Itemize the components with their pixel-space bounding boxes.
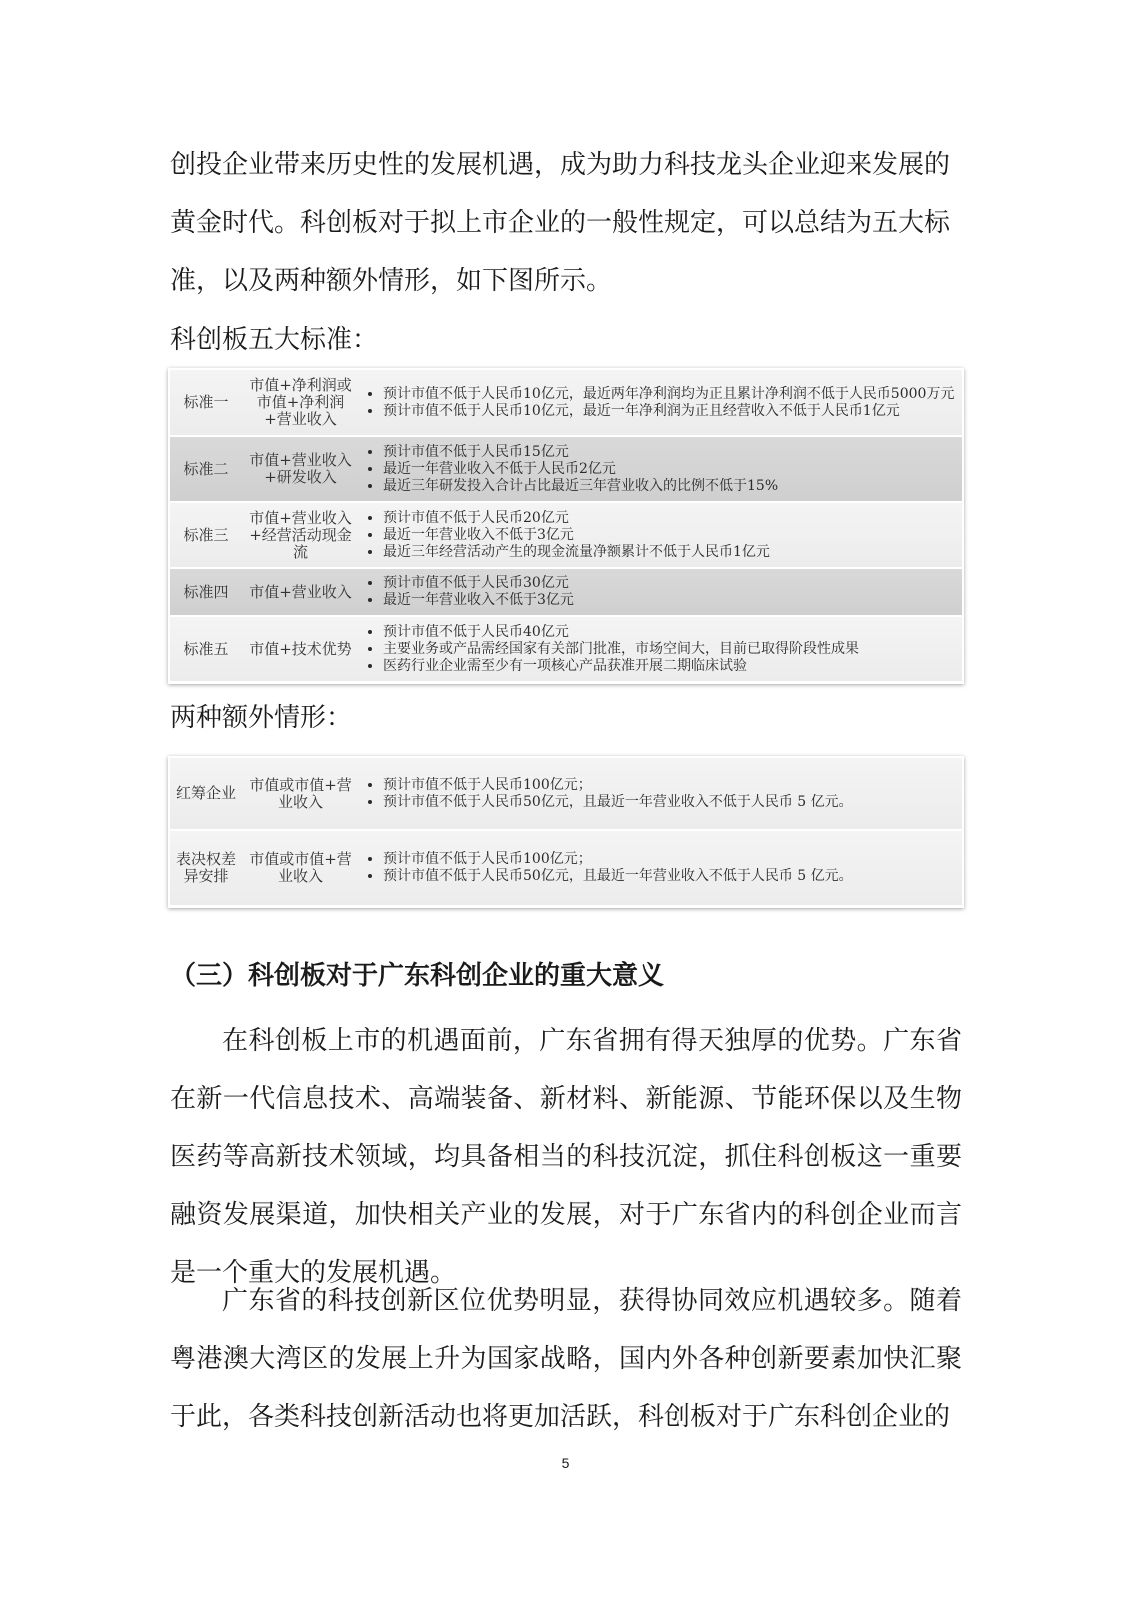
intro-line-2: 黄金时代。科创板对于拟上市企业的一般性规定，可以总结为五大标 — [170, 208, 951, 238]
standard-name: 标准五 — [170, 616, 242, 682]
table-row — [170, 830, 962, 906]
standard-bullet: • 预计市值不低于人民币40亿元 — [383, 624, 956, 641]
standard-bullet: • 最近三年研发投入合计占比最近三年营业收入的比例不低于15% — [383, 478, 956, 495]
case-name: 表决权差异安排 — [170, 830, 242, 906]
case-name: 红筹企业 — [170, 758, 242, 830]
standard-bullet: • 预计市值不低于人民币15亿元 — [383, 444, 956, 461]
case-bullet: • 预计市值不低于人民币50亿元，且最近一年营业收入不低于人民币 5 亿元。 — [383, 868, 956, 885]
standard-bullet: • 最近三年经营活动产生的现金流量净额累计不低于人民币1亿元 — [383, 544, 956, 561]
standard-name: 标准一 — [170, 370, 242, 436]
standard-criteria: 市值+营业收入+研发收入 — [242, 436, 359, 502]
case-bullet: • 预计市值不低于人民币100亿元； — [383, 777, 956, 794]
standard-criteria: 市值+净利润或市值+净利润+营业收入 — [242, 370, 359, 436]
standard-bullet: • 主要业务或产品需经国家有关部门批准，市场空间大，目前已取得阶段性成果 — [383, 641, 956, 658]
standard-bullet: • 预计市值不低于人民币30亿元 — [383, 575, 956, 592]
standard-criteria: 市值+营业收入+经营活动现金流 — [242, 502, 359, 568]
standard-criteria: 市值+营业收入 — [242, 568, 359, 616]
two-cases-table — [170, 758, 962, 907]
standard-name: 标准三 — [170, 502, 242, 568]
section-paragraph-1: 在科创板上市的机遇面前，广东省拥有得天独厚的优势。广东省在新一代信息技术、高端装备、新材料、新能源、节能环保以及生物医药等高新技术领域，均具备相当的科技沉淀，抓住科创板这一重要融资发展渠道，加快相关产业的发展，对于广东省内的科创企业而言是一个重大的发展机遇。 — [170, 1026, 962, 1288]
standard-bullet: • 预计市值不低于人民币10亿元，最近两年净利润均为正且累计净利润不低于人民币5000万元 — [383, 386, 956, 403]
table-row — [170, 616, 962, 682]
five-standards-table — [170, 370, 962, 683]
table-row — [170, 758, 962, 830]
five-standards-label: 科创板五大标准： — [170, 325, 379, 355]
standard-name: 标准四 — [170, 568, 242, 616]
table-row — [170, 502, 962, 568]
standard-bullet: • 最近一年营业收入不低于3亿元 — [383, 592, 956, 609]
two-cases-label: 两种额外情形： — [170, 703, 353, 733]
table-row — [170, 436, 962, 502]
standard-bullet: • 最近一年营业收入不低于3亿元 — [383, 527, 956, 544]
case-bullet: • 预计市值不低于人民币100亿元； — [383, 851, 956, 868]
section-paragraph-2: 广东省的科技创新区位优势明显，获得协同效应机遇较多。随着粤港澳大湾区的发展上升为国家战略，国内外各种创新要素加快汇聚于此，各类科技创新活动也将更加活跃，科创板对于广东科创企业的 — [170, 1286, 962, 1432]
case-criteria: 市值或市值+营业收入 — [242, 758, 359, 830]
table-row — [170, 370, 962, 436]
standard-criteria: 市值+技术优势 — [242, 616, 359, 682]
standard-name: 标准二 — [170, 436, 242, 502]
intro-line-1: 创投企业带来历史性的发展机遇，成为助力科技龙头企业迎来发展的 — [170, 150, 951, 180]
table-row — [170, 568, 962, 616]
standard-bullet: • 预计市值不低于人民币10亿元，最近一年净利润为正且经营收入不低于人民币1亿元 — [383, 403, 956, 420]
section-heading: （三）科创板对于广东科创企业的重大意义 — [170, 961, 665, 991]
case-bullet: • 预计市值不低于人民币50亿元，且最近一年营业收入不低于人民币 5 亿元。 — [383, 794, 956, 811]
standard-bullet: • 最近一年营业收入不低于人民币2亿元 — [383, 461, 956, 478]
intro-line-3: 准，以及两种额外情形，如下图所示。 — [170, 266, 613, 296]
case-criteria: 市值或市值+营业收入 — [242, 830, 359, 906]
standard-bullet: • 医药行业企业需至少有一项核心产品获准开展二期临床试验 — [383, 658, 956, 675]
standard-bullet: • 预计市值不低于人民币20亿元 — [383, 510, 956, 527]
page-number: 5 — [561, 1455, 570, 1471]
